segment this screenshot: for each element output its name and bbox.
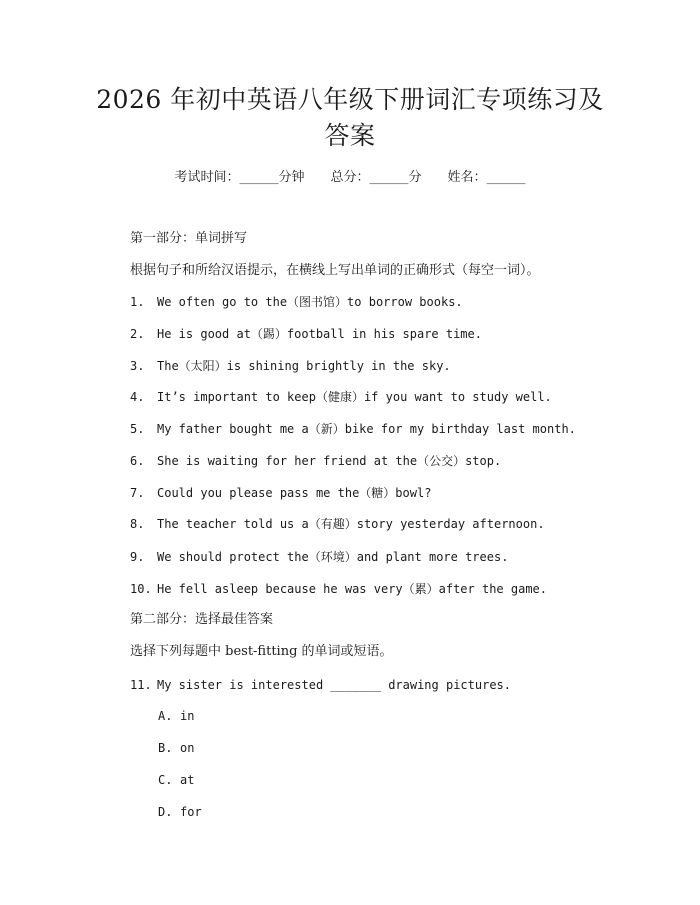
part1-instruction: 根据句子和所给汉语提示，在横线上写出单词的正确形式（每空一词）。	[130, 263, 540, 278]
question-number: 7.	[130, 486, 145, 500]
option-text: for	[180, 805, 202, 819]
question-text: My father bought me a（新）bike for my birthday last month.	[157, 422, 576, 436]
option-label: B.	[158, 741, 173, 755]
exam-time-field: 考试时间：______分钟	[174, 170, 305, 185]
part2-instruction: 选择下列每题中 best-fitting 的单词或短语。	[130, 644, 393, 659]
question-number: 5.	[130, 422, 145, 436]
question-number: 8.	[130, 517, 145, 531]
total-score-field: 总分：______分	[330, 170, 422, 185]
student-name-field: 姓名：______	[447, 170, 526, 185]
question-text: He fell asleep because he was very（累）after the game.	[157, 582, 548, 596]
question-text: It’s important to keep（健康）if you want to study well.	[157, 390, 552, 404]
question-number: 6.	[130, 454, 145, 468]
question-item	[130, 483, 431, 503]
question-item	[130, 579, 547, 599]
question-text: The teacher told us a（有趣）story yesterday afternoon.	[157, 517, 545, 531]
answer-option-c	[158, 770, 194, 790]
answer-option-d	[158, 802, 202, 822]
document-title-line-1: 2026 年初中英语八年级下册词汇专项练习及	[96, 85, 604, 114]
question-item	[130, 514, 545, 534]
question-item	[130, 356, 451, 376]
question-text: My sister is interested _______ drawing pictures.	[157, 678, 512, 692]
question-text: He is good at（踢）football in his spare time.	[157, 327, 482, 341]
question-item	[130, 292, 463, 312]
option-text: in	[180, 709, 195, 723]
option-label: A.	[158, 709, 173, 723]
question-item	[130, 419, 576, 439]
exam-meta	[0, 168, 700, 188]
option-label: D.	[158, 805, 173, 819]
question-text: She is waiting for her friend at the（公交）stop.	[157, 454, 502, 468]
question-number: 1.	[130, 295, 145, 309]
answer-option-a	[158, 706, 194, 726]
question-text: We often go to the（图书馆）to borrow books.	[157, 295, 463, 309]
question-text: The（太阳）is shining brightly in the sky.	[157, 359, 451, 373]
question-number: 11.	[130, 678, 152, 692]
question-item	[130, 324, 482, 344]
option-label: C.	[158, 773, 173, 787]
question-number: 9.	[130, 550, 145, 564]
answer-option-b	[158, 738, 194, 758]
part1-heading: 第一部分：单词拼写	[130, 231, 248, 246]
question-number: 2.	[130, 327, 145, 341]
question-item	[130, 675, 511, 695]
question-text: We should protect the（环境）and plant more trees.	[157, 550, 509, 564]
option-text: at	[180, 773, 195, 787]
question-number: 10.	[130, 582, 152, 596]
question-item	[130, 451, 501, 471]
question-text: Could you please pass me the（糖）bowl?	[157, 486, 432, 500]
document-title-line-2: 答案	[324, 121, 376, 150]
part2-heading: 第二部分：选择最佳答案	[130, 612, 274, 627]
option-text: on	[180, 741, 195, 755]
question-number: 4.	[130, 390, 145, 404]
question-item	[130, 547, 508, 567]
question-number: 3.	[130, 359, 145, 373]
question-item	[130, 387, 552, 407]
